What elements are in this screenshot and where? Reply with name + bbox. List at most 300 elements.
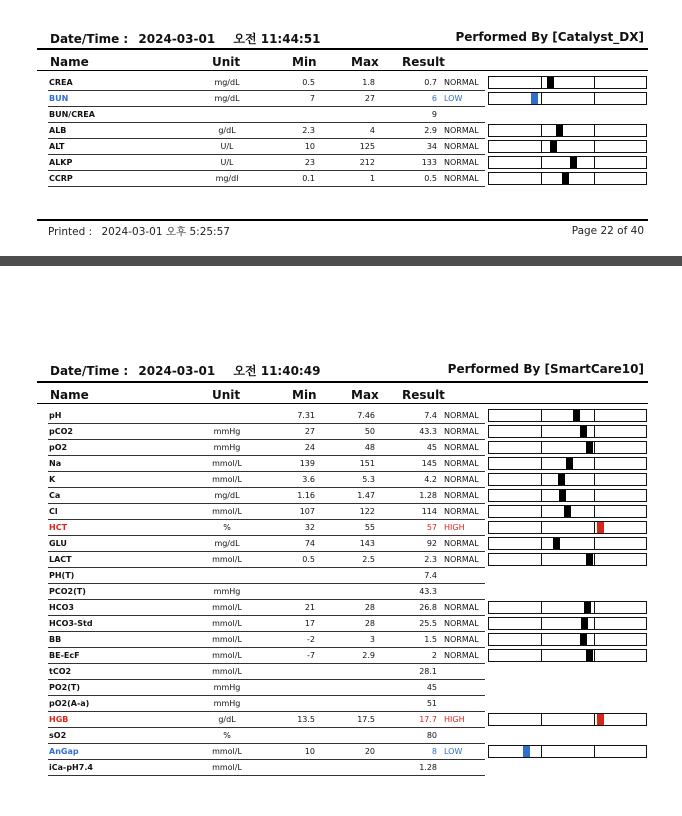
test-unit: % [223, 731, 231, 740]
test-result: 2.3 [424, 555, 437, 564]
test-result: 1.28 [419, 763, 437, 772]
test-name: iCa-pH7.4 [49, 763, 93, 772]
gauge-upper-limit [594, 442, 595, 453]
report-time: 오전 11:40:49 [233, 364, 321, 378]
test-unit: mmol/L [212, 459, 242, 468]
gauge-marker [562, 173, 569, 184]
table-row [37, 600, 648, 616]
range-gauge [488, 649, 647, 662]
table-row [37, 171, 648, 187]
col-result-header: Result [402, 55, 445, 69]
result-status: LOW [444, 94, 463, 103]
ref-max: 212 [359, 158, 375, 167]
table-row [37, 632, 648, 648]
table-row [37, 728, 648, 744]
performed-by: Performed By [SmartCare10] [447, 362, 644, 376]
gauge-marker [547, 77, 554, 88]
col-max-header: Max [351, 388, 379, 402]
test-name: Cl [49, 507, 58, 516]
gauge-upper-limit [594, 538, 595, 549]
column-header-rule [37, 403, 648, 404]
test-result: 45 [426, 443, 437, 452]
ref-max: 2.5 [362, 555, 375, 564]
gauge-lower-limit [541, 77, 542, 88]
table-row [37, 712, 648, 728]
ref-min: 107 [299, 507, 315, 516]
test-name: Ca [49, 491, 61, 500]
ref-min: 0.1 [302, 174, 315, 183]
ref-min: 23 [304, 158, 315, 167]
datetime-label: Date/Time : [50, 32, 129, 46]
gauge-lower-limit [541, 602, 542, 613]
gauge-upper-limit [594, 618, 595, 629]
test-result: 26.8 [419, 603, 437, 612]
test-result: 57 [426, 523, 437, 532]
gauge-lower-limit [541, 426, 542, 437]
test-unit: mmHg [213, 587, 241, 596]
ref-min: 139 [299, 459, 315, 468]
test-result: 28.1 [419, 667, 437, 676]
gauge-marker [553, 538, 560, 549]
ref-min: 27 [304, 427, 315, 436]
gauge-marker [550, 141, 557, 152]
gauge-marker [581, 618, 588, 629]
table-row [37, 440, 648, 456]
result-status: LOW [444, 747, 463, 756]
test-unit: mmol/L [212, 475, 242, 484]
gauge-lower-limit [541, 173, 542, 184]
gauge-marker [586, 650, 593, 661]
result-status: NORMAL [444, 555, 479, 564]
column-header-rule [37, 70, 648, 71]
table-row [37, 488, 648, 504]
ref-max: 151 [359, 459, 375, 468]
result-status: NORMAL [444, 603, 479, 612]
range-gauge [488, 601, 647, 614]
header-rule [37, 381, 648, 383]
range-gauge [488, 553, 647, 566]
ref-max: 50 [364, 427, 375, 436]
ref-min: 7 [309, 94, 315, 103]
ref-max: 48 [364, 443, 375, 452]
gauge-lower-limit [541, 442, 542, 453]
ref-max: 4 [369, 126, 375, 135]
ref-max: 28 [364, 619, 375, 628]
ref-min: 10 [304, 142, 315, 151]
test-unit: mmol/L [212, 747, 242, 756]
footer-rule [37, 219, 648, 221]
test-result: 51 [426, 699, 437, 708]
test-name: HCO3-Std [49, 619, 93, 628]
performed-by: Performed By [Catalyst_DX] [455, 30, 644, 44]
gauge-lower-limit [541, 538, 542, 549]
gauge-lower-limit [541, 490, 542, 501]
col-min-header: Min [292, 55, 317, 69]
result-status: NORMAL [444, 491, 479, 500]
table-row [37, 472, 648, 488]
ref-min: 17 [304, 619, 315, 628]
range-gauge [488, 633, 647, 646]
table-row [37, 91, 648, 107]
gauge-upper-limit [594, 157, 595, 168]
result-status: NORMAL [444, 507, 479, 516]
test-name: PH(T) [49, 571, 75, 580]
ref-min: 3.6 [302, 475, 315, 484]
result-status: NORMAL [444, 619, 479, 628]
test-name: LACT [49, 555, 72, 564]
result-status: NORMAL [444, 651, 479, 660]
row-divider [48, 775, 485, 776]
gauge-marker [531, 93, 538, 104]
table-row [37, 155, 648, 171]
test-name: pO2(A-a) [49, 699, 90, 708]
table-row [37, 744, 648, 760]
test-unit: mmol/L [212, 635, 242, 644]
test-name: PO2(T) [49, 683, 80, 692]
test-name: CCRP [49, 174, 73, 183]
ref-max: 122 [359, 507, 375, 516]
test-name: HCO3 [49, 603, 74, 612]
test-name: tCO2 [49, 667, 72, 676]
ref-min: 0.5 [302, 78, 315, 87]
row-divider [48, 186, 485, 187]
col-result-header: Result [402, 388, 445, 402]
gauge-lower-limit [541, 125, 542, 136]
ref-max: 20 [364, 747, 375, 756]
table-row [37, 107, 648, 123]
range-gauge [488, 521, 647, 534]
range-gauge [488, 505, 647, 518]
gauge-marker [586, 554, 593, 565]
range-gauge [488, 489, 647, 502]
range-gauge [488, 713, 647, 726]
gauge-upper-limit [594, 554, 595, 565]
test-unit: mg/dl [215, 174, 239, 183]
test-result: 2 [431, 651, 437, 660]
ref-min: -7 [307, 651, 315, 660]
test-result: 25.5 [419, 619, 437, 628]
test-result: 133 [421, 158, 437, 167]
gauge-lower-limit [541, 157, 542, 168]
test-unit: mmol/L [212, 507, 242, 516]
table-row [37, 139, 648, 155]
ref-min: 24 [304, 443, 315, 452]
range-gauge [488, 457, 647, 470]
table-row [37, 504, 648, 520]
test-name: pCO2 [49, 427, 73, 436]
table-row [37, 760, 648, 776]
datetime-header [50, 362, 320, 379]
test-unit: g/dL [218, 715, 236, 724]
gauge-lower-limit [541, 634, 542, 645]
test-result: 4.2 [424, 475, 437, 484]
datetime-label: Date/Time : [50, 364, 129, 378]
test-result: 9 [431, 110, 437, 119]
test-unit: mg/dL [214, 491, 240, 500]
test-name: ALB [49, 126, 67, 135]
gauge-lower-limit [541, 522, 542, 533]
table-row [37, 648, 648, 664]
col-max-header: Max [351, 55, 379, 69]
gauge-lower-limit [541, 618, 542, 629]
gauge-upper-limit [594, 426, 595, 437]
test-result: 45 [426, 683, 437, 692]
test-result: 0.5 [424, 174, 437, 183]
printed-label: Printed : [48, 226, 93, 238]
gauge-lower-limit [541, 93, 542, 104]
report-time: 오전 11:44:51 [233, 32, 321, 46]
test-result: 0.7 [424, 78, 437, 87]
test-unit: g/dL [218, 126, 236, 135]
range-gauge [488, 617, 647, 630]
range-gauge [488, 537, 647, 550]
gauge-marker [559, 490, 566, 501]
gauge-lower-limit [541, 474, 542, 485]
gauge-upper-limit [594, 490, 595, 501]
report-page-1 [0, 0, 682, 253]
ref-min: 13.5 [297, 715, 315, 724]
result-status: NORMAL [444, 78, 479, 87]
test-result: 80 [426, 731, 437, 740]
ref-min: 21 [304, 603, 315, 612]
result-status: NORMAL [444, 539, 479, 548]
test-name: PCO2(T) [49, 587, 86, 596]
ref-max: 7.46 [357, 411, 375, 420]
result-status: NORMAL [444, 427, 479, 436]
table-row [37, 616, 648, 632]
header-rule [37, 48, 648, 50]
result-status: NORMAL [444, 142, 479, 151]
test-result: 7.4 [424, 571, 437, 580]
table-row [37, 520, 648, 536]
col-min-header: Min [292, 388, 317, 402]
test-unit: mg/dL [214, 94, 240, 103]
test-name: BUN [49, 94, 69, 103]
ref-min: 7.31 [297, 411, 315, 420]
ref-min: 10 [304, 747, 315, 756]
ref-max: 28 [364, 603, 375, 612]
report-date: 2024-03-01 [138, 364, 216, 378]
ref-max: 143 [359, 539, 375, 548]
test-unit: mmol/L [212, 651, 242, 660]
result-status: NORMAL [444, 126, 479, 135]
ref-max: 3 [369, 635, 375, 644]
test-name: ALKP [49, 158, 73, 167]
gauge-marker [566, 458, 573, 469]
range-gauge [488, 425, 647, 438]
test-name: BUN/CREA [49, 110, 95, 119]
ref-min: -2 [307, 635, 315, 644]
gauge-marker [556, 125, 563, 136]
col-name-header: Name [50, 55, 89, 69]
report-date: 2024-03-01 [138, 32, 216, 46]
gauge-marker [558, 474, 565, 485]
result-status: HIGH [444, 715, 465, 724]
gauge-upper-limit [594, 474, 595, 485]
test-result: 7.4 [424, 411, 437, 420]
gauge-marker [584, 602, 591, 613]
test-name: CREA [49, 78, 73, 87]
col-name-header: Name [50, 388, 89, 402]
test-name: HCT [49, 523, 68, 532]
page-separator [0, 253, 682, 269]
test-name: pO2 [49, 443, 68, 452]
test-name: sO2 [49, 731, 67, 740]
result-status: NORMAL [444, 411, 479, 420]
printed-timestamp [48, 224, 230, 239]
result-status: NORMAL [444, 635, 479, 644]
table-row [37, 408, 648, 424]
table-row [37, 536, 648, 552]
result-status: HIGH [444, 523, 465, 532]
test-unit: U/L [220, 142, 234, 151]
report-page-2 [0, 269, 682, 816]
gauge-upper-limit [594, 93, 595, 104]
test-name: K [49, 475, 56, 484]
gauge-marker [597, 522, 604, 533]
test-name: HGB [49, 715, 69, 724]
gauge-upper-limit [594, 634, 595, 645]
range-gauge [488, 124, 647, 137]
gauge-marker [580, 426, 587, 437]
test-result: 17.7 [419, 715, 437, 724]
ref-max: 2.9 [362, 651, 375, 660]
test-result: 43.3 [419, 587, 437, 596]
gauge-lower-limit [541, 746, 542, 757]
gauge-lower-limit [541, 141, 542, 152]
test-result: 2.9 [424, 126, 437, 135]
test-name: pH [49, 411, 62, 420]
gauge-upper-limit [594, 522, 595, 533]
ref-max: 1.8 [362, 78, 375, 87]
result-status: NORMAL [444, 475, 479, 484]
gauge-upper-limit [594, 410, 595, 421]
ref-max: 17.5 [357, 715, 375, 724]
col-unit-header: Unit [212, 388, 241, 402]
table-row [37, 680, 648, 696]
test-name: GLU [49, 539, 67, 548]
gauge-marker [586, 442, 593, 453]
range-gauge [488, 156, 647, 169]
gauge-upper-limit [594, 141, 595, 152]
ref-max: 1 [369, 174, 375, 183]
gauge-upper-limit [594, 506, 595, 517]
test-result: 34 [426, 142, 437, 151]
ref-min: 0.5 [302, 555, 315, 564]
test-unit: mmHg [213, 683, 241, 692]
ref-max: 55 [364, 523, 375, 532]
test-result: 1.5 [424, 635, 437, 644]
ref-max: 5.3 [362, 475, 375, 484]
range-gauge [488, 140, 647, 153]
gauge-marker [564, 506, 571, 517]
ref-max: 125 [359, 142, 375, 151]
table-row [37, 456, 648, 472]
gauge-lower-limit [541, 458, 542, 469]
range-gauge [488, 409, 647, 422]
gauge-lower-limit [541, 410, 542, 421]
range-gauge [488, 92, 647, 105]
test-result: 43.3 [419, 427, 437, 436]
gauge-lower-limit [541, 506, 542, 517]
test-unit: mg/dL [214, 539, 240, 548]
table-row [37, 584, 648, 600]
ref-max: 1.47 [357, 491, 375, 500]
printed-value: 2024-03-01 오후 5:25:57 [101, 226, 230, 238]
test-result: 8 [431, 747, 437, 756]
table-row [37, 568, 648, 584]
test-unit: U/L [220, 158, 234, 167]
col-unit-header: Unit [212, 55, 241, 69]
test-unit: mmol/L [212, 667, 242, 676]
gauge-marker [570, 157, 577, 168]
test-result: 1.28 [419, 491, 437, 500]
gauge-lower-limit [541, 650, 542, 661]
ref-max: 27 [364, 94, 375, 103]
test-unit: mmol/L [212, 763, 242, 772]
gauge-upper-limit [594, 650, 595, 661]
test-result: 145 [421, 459, 437, 468]
result-status: NORMAL [444, 443, 479, 452]
test-unit: mmol/L [212, 619, 242, 628]
test-unit: mmHg [213, 699, 241, 708]
range-gauge [488, 76, 647, 89]
result-status: NORMAL [444, 174, 479, 183]
table-row [37, 664, 648, 680]
test-name: BB [49, 635, 62, 644]
test-unit: mmHg [213, 443, 241, 452]
test-result: 114 [421, 507, 437, 516]
table-row [37, 552, 648, 568]
table-row [37, 696, 648, 712]
ref-min: 74 [304, 539, 315, 548]
test-unit: mmol/L [212, 555, 242, 564]
range-gauge [488, 473, 647, 486]
table-row [37, 75, 648, 91]
gauge-marker [597, 714, 604, 725]
range-gauge [488, 441, 647, 454]
gauge-upper-limit [594, 125, 595, 136]
table-row [37, 123, 648, 139]
result-status: NORMAL [444, 459, 479, 468]
ref-min: 2.3 [302, 126, 315, 135]
test-unit: mmHg [213, 427, 241, 436]
result-status: NORMAL [444, 158, 479, 167]
test-result: 92 [426, 539, 437, 548]
test-unit: % [223, 523, 231, 532]
test-name: BE-EcF [49, 651, 80, 660]
gauge-lower-limit [541, 714, 542, 725]
gauge-upper-limit [594, 714, 595, 725]
test-unit: mg/dL [214, 78, 240, 87]
gauge-upper-limit [594, 173, 595, 184]
gauge-upper-limit [594, 746, 595, 757]
test-unit: mmol/L [212, 603, 242, 612]
gauge-marker [573, 410, 580, 421]
test-result: 6 [431, 94, 437, 103]
test-name: Na [49, 459, 62, 468]
datetime-header [50, 30, 320, 47]
range-gauge [488, 745, 647, 758]
page-number: Page 22 of 40 [571, 225, 644, 237]
gauge-upper-limit [594, 602, 595, 613]
ref-min: 32 [304, 523, 315, 532]
test-name: ALT [49, 142, 65, 151]
ref-min: 1.16 [297, 491, 315, 500]
gauge-marker [580, 634, 587, 645]
table-row [37, 424, 648, 440]
test-name: AnGap [49, 747, 79, 756]
